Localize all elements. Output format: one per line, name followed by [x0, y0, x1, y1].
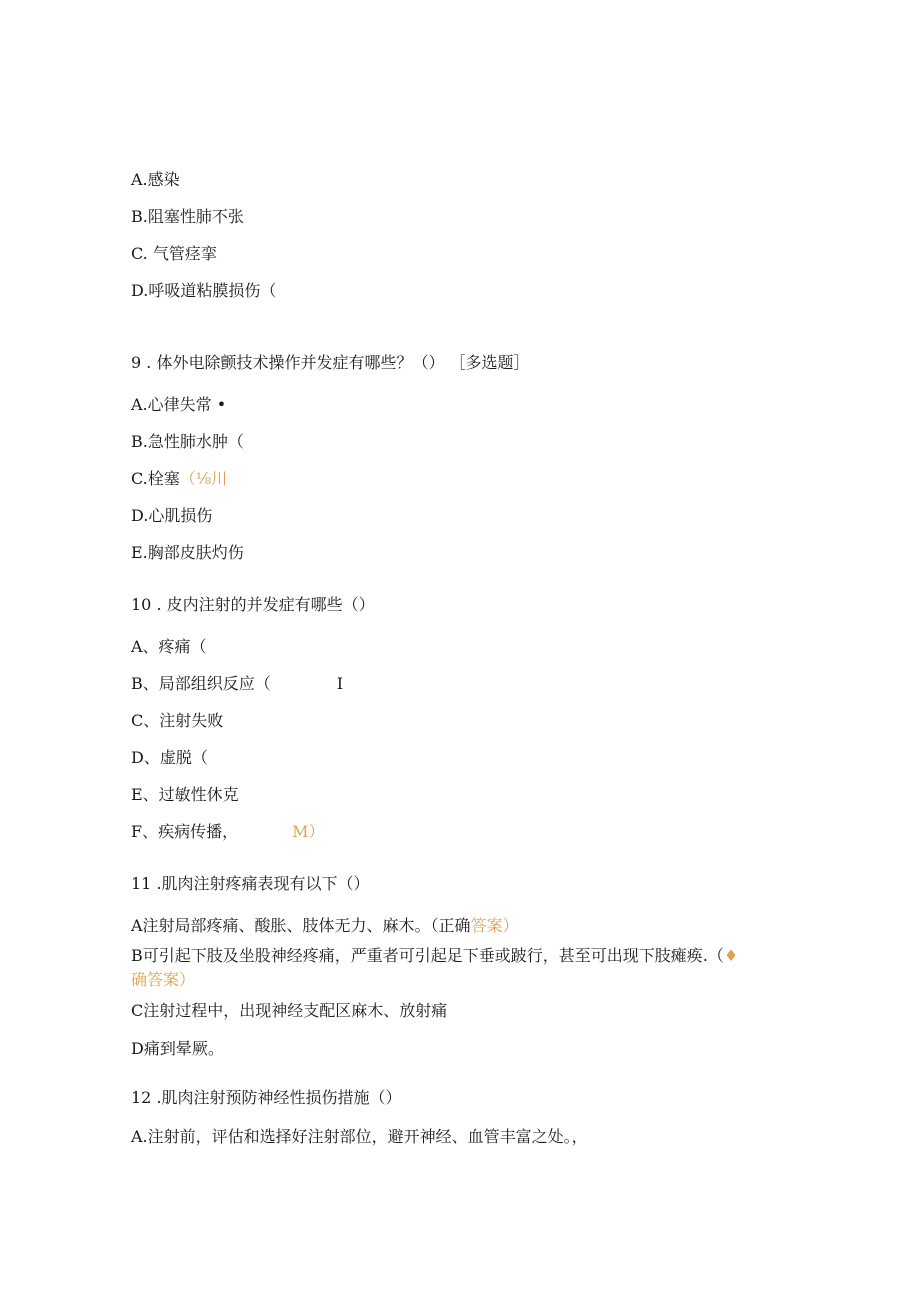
- q9-option-e: E.胸部皮肤灼伤: [131, 543, 244, 562]
- q11-option-b-cont: 确答案）: [131, 970, 196, 989]
- option-c: C. 气管痉挛: [131, 244, 217, 263]
- question-9-title: 9 . 体外电除颤技术操作并发症有哪些？（） ［多选题］: [131, 353, 530, 372]
- q9-option-a: A.心律失常 •: [131, 395, 227, 414]
- q10-option-d: D、虚脱（: [131, 748, 208, 767]
- q11-option-b-text: B可引起下肢及坐股神经疼痛，严重者可引起足下垂或跛行，甚至可出现下肢瘫痪.（: [131, 946, 724, 965]
- option-a: A.感染: [131, 170, 180, 189]
- q10-option-f-text: F、疾病传播，: [131, 822, 239, 841]
- q10-option-f: [131, 822, 325, 842]
- q9-option-c-mark: （⅛川: [179, 469, 228, 488]
- q9-option-d: D.心肌损伤: [131, 506, 213, 525]
- q11-option-b: [131, 944, 791, 992]
- question-12-title: 12 .肌肉注射预防神经性损伤措施（）: [131, 1088, 402, 1107]
- q10-option-e: E、过敏性休克: [131, 785, 239, 804]
- q9-option-c: [131, 469, 227, 489]
- q10-option-b: [131, 674, 343, 694]
- q10-option-b-mark: I: [336, 674, 344, 693]
- q11-option-a-mark: 答案）: [470, 916, 519, 935]
- option-b: B.阻塞性肺不张: [131, 207, 244, 226]
- question-11-title: 11 .肌肉注射疼痛表现有以下（）: [131, 874, 370, 893]
- q11-option-d: D痛到晕厥。: [131, 1039, 224, 1058]
- q11-option-b-mark: ♦: [723, 946, 739, 965]
- question-10-title: 10 . 皮内注射的并发症有哪些（）: [131, 595, 375, 614]
- option-d: D.呼吸道粘膜损伤（: [131, 281, 277, 300]
- q11-option-a: [131, 916, 519, 936]
- q9-option-b: B.急性肺水肿（: [131, 432, 244, 451]
- q12-option-a: A.注射前，评估和选择好注射部位，避开神经、血管丰富之处。，: [131, 1127, 588, 1146]
- q9-option-c-text: C.栓塞: [131, 469, 180, 488]
- q10-option-a: A、疼痛（: [131, 637, 207, 656]
- q10-option-f-mark: M）: [292, 822, 325, 841]
- q10-option-c: C、注射失败: [131, 711, 224, 730]
- q10-option-b-text: B、局部组织反应（: [131, 674, 271, 693]
- q11-option-a-text: A注射局部疼痛、酸胀、肢体无力、麻木。（正确: [131, 916, 471, 935]
- q11-option-c: C注射过程中，出现神经支配区麻木、放射痛: [131, 1001, 448, 1020]
